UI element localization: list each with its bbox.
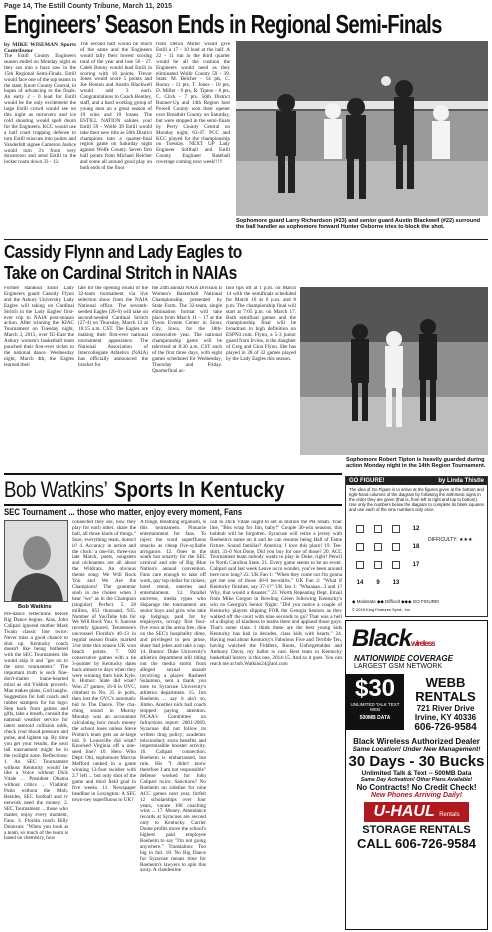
- column-author: Bob Watkins’: [4, 476, 108, 502]
- ad-address-2: Irvine, KY 40336: [414, 713, 477, 722]
- ad-phone-1: 606-726-9584: [414, 722, 477, 733]
- advertisement-webb-rentals: [345, 620, 488, 930]
- column-col1: Pre-dance reflections before Big Dance begins. Alas, John Calipari ignored mother Mark Twain classic line twice: Never miss a good chance to shut up. Kentucky coach doesn't like being bothered with the SEC Tournament. He would skip it and "get on to the next tournament." The important truth is such fine-don't-matter inane-hearted mind as old Yiddish proverb. Man makes plans, God laughs. Suggestion for ball coach and rubber stampers for his logo: Step back from games and gifts, take a breath, consult the national weather service for latest asteroid collision odds, check your blood pressure and pulse, and lighten up. By time you get your results, the next tall tournament might be in the twilight zone. Reflections: 1. An SEC Tournament without Kentucky would be like a Voice without Dick Vitale ... President Obama without critics ... Vladimir Putin without the Mob. Besides, SEC football and tv network need the money. 2. SEC Tournament ... those who matter, enjoy every moment, Fans. 3. Florida coach Billy Donovan: "When you look at a team, so much of the team is based on chemistry, how: [4, 612, 68, 842]
- go-figure-instructions: The idea of Go Figure is to arrive at the figures given at the bottom and right-hand columns of the diagram by following the arithmetic signs in the order they are given (that is, from left to right and top to bottom). Use only the numbers below the diagram to complete its blank squares and use each of the nine numbers only once.: [349, 487, 484, 512]
- photo1-caption: Sophomore guard Larry Richardson (#23) and senior guard Austin Blackwell (#22) surround the ball handler as sophomore forward Hunter Osborne tries to block the shot.: [236, 218, 481, 231]
- story1-byline: by MIKE WISEMAN Sports Contributor: [4, 42, 76, 54]
- ad-brand-sub: wireless: [411, 639, 435, 648]
- story1-text-1: The Estill County Engineers season ended on Monday night as they ran into a buzz saw in the 15th Regional Semi-Finals. Estill would face one of the top teams in the state, Knott County Central, in hopes of advancing to the finals. An early 2 - 0 lead for Estill would be the only excitement the large Estill crowd would see on this night as turnovers and ice cold shooting would spell doom for the Engineers. KCC would use a half court trapping defense to turn Estill miscues into points and Vanderbilt signee Cameron Justice would turn 3's from very downtown and send Estill to the locker room down 33 - 12.: [4, 53, 76, 166]
- grid-cell: [356, 525, 364, 533]
- ad-brand: Black: [352, 625, 412, 652]
- col-total-3: 13: [392, 580, 400, 586]
- headline-flynn-line1: Cassidy Flynn and Lady Eagles to: [4, 241, 242, 262]
- headline-flynn-line2: Take on Cardinal Stritch in NAIAs: [4, 262, 237, 283]
- page-folio: Page 14, The Estill County Tribune, March 11, 2015: [4, 3, 173, 10]
- ad-uhaul-sub: Rentals: [439, 812, 460, 818]
- ad-offer-2: Unlimited Talk & Text -- 500MB Data: [361, 770, 472, 777]
- difficulty-stars: ★★★: [459, 537, 473, 543]
- grid-cell: [392, 525, 400, 533]
- ad-call: CALL 606-726-9584: [357, 836, 476, 851]
- story1-col3: from Deron Miller would give Estill a 17 - 10 lead at the half. A 22 - 11 run in the third quarter would be all the cushion the Engineers would need as they eliminated Wolfe County 59 - 39. Stats: M. Belcher - 14 pts, C. Bonny - 11 pts, T. Jones - 10 pts, D. Miller - 9 pts, R. Tipton - 8 pts, C. Click - 7 pts. 56th District Runner-Up and 14th Region host Powell County won their opener over Breathitt County on Saturday, but were stopped in the semi-finals by Perry County Central on Monday night, 63-47. PCC and KCC played for the championship on Tuesday. NEXT UP Lady Engineer Softball and Estill County Engineer Baseball coverage coming next week!!!!!: [156, 42, 230, 166]
- row-result-3: 17: [412, 562, 420, 568]
- go-figure-author: by Linda Thistle: [438, 478, 484, 484]
- column-col2: connected they are, how they play for each other, share the ball, all those kinds of things." Sure, everything team, doesn't it? 4. Accuracy in action and the clock: a one-hit, three-run late March, poets, songsters and nicknames are all about the Wildcats. An obvious theme song: We Will Rock You and We Are the Champions! The grammar snob in me chokes when I hear "we" as in the Champion (singular) Perfect. 5. 28 million, 851 thousand, 935. Number of YouTube hits for We Will Rock You. 6. Sunrise recently ignored, Tennessee's uncrossed Florida's 46-13 in regular season finale, marked 31st time this season UK won beach points. 7. 920 consecutive games with a tie 3-pointer by Kentucky dates back almost to days when they were winning their kids Kyle. 8. Humor: State did what? Won 27 games, 16-0 in OVC, climbed to No. 25 in polls, then lost the OVC's automatic bid to The Dance. The cha-ching sound in Murray Monday was an accountant calculating how much money the school loses unless Steve Prohm's team gets an at-large bid. 9. Louisville did what? Knocked Virginia off a one-seed line? 10. Hero Who Dept: Old, sophomore Marcus Mefford ranked in a game winning 13-foot swisher with 2.7 left ... but only shot of the game and third field goal in five weeks. 11. Newspaper headline in Lexington: A SEC town-ney superfluous to UK?: [72, 520, 136, 803]
- columnist-portrait: [5, 521, 68, 602]
- story2-col1: Former standout Estill Lady Engineers guard Cassidy Flynn and the Asbury University Lady Eagles will taking on Cardinal Stritch in the Lady Eagles' first-ever trip to NAIA post-season action. After winning the KIAC Tournament on Tuesday night, March 3, 2015, over IU-East the Asbury women's basketball team punched their first-ever ticket to the national dance. Wednesday night, March 4th, the Eagles learned their: [4, 286, 74, 368]
- ad-offer-5: New Phones Arriving Daily!: [370, 792, 463, 799]
- photo2-caption: Sophomore Robert Tipton is heavily guarded during action Monday night in the 14th Region Tournament.: [346, 457, 486, 470]
- go-figure-title: GO FIGURE!: [349, 478, 385, 484]
- ad-offer-1: 30 Days - 30 Bucks: [348, 753, 485, 770]
- ad-uhaul-logo: [364, 802, 469, 822]
- grid-cell: [356, 561, 364, 569]
- ad-price: $30: [354, 675, 396, 702]
- photo-basketball-action: [300, 287, 488, 455]
- story1-col1: [4, 42, 76, 236]
- column-banner: [4, 473, 342, 506]
- ad-dealer-sub: Same Location! Under New Management!: [352, 746, 481, 753]
- columnist-name: Bob Watkins: [18, 604, 52, 610]
- ad-tagline-2: LARGEST GSM NETWORK: [354, 663, 443, 670]
- column-col3: A fringe, breathing organism, is this tournament. Pinnacle entertainment for fans. To inject the word superfluous smacks as cheap five-syllable arrogance. 12. Ones in the south but smartly for the SEC carnival and site of Big Blue Nation's annual convention. Fans care enough to take off work, pay top dollar for tickets, hotel rental, eateries and entertainment. 13. Parallel universe, media types who disparage the tournament are senior boys and girls who take up lodgings paid for by employers, occupy first four-five rows at the arena free, dine on the SEC's hospitality dime, and privileged to pen prose, share bad jokes and take a nap. 14. Rumor: Duke University's athletics department still riding out the media storm from alleged sexual assault involving a player. Rasheed Sulaimon, sent a thank you note to Syracuse University's athletics department. 15. Jim Boeheim ... say it ain't so, Jimbo. Another nick ball coach stopped paying attention. NCAA's Committee on Infractions report: 2001-2009, Syracuse did not follow its written drug policy; academic misconduct; extra benefits and impermissible booster activity. 16. Calipari connection. Boeheim is embarrassed, but rule. His "I didn't know therefore I am not responsible" defense worked for John Calipari twice. Sanctions? No Boeheim on sideline for nine ACC games next year, forfeit 12 scholarships over four years, vacate 108 coaching wins ... 17. Money. Attendance records at Syracuse are second only to Kentucky. Carrier Dome profits move the school's highest paid employee Boeheim to say "I'm not going anywhere." Translation: Too big to fail. 18. No Big Dance for Syracuse means time for Boeheim's lawyers to spin this away. A clandestine: [140, 520, 206, 874]
- story2-col2: fate for the opening round of the 32-team tournament via live selection show from the NAIA National office. The seventh-seeded Eagles (26-6) will take on second-seeded Cardinal Stritch (27-4) on Thursday, March 12 at 10:15 a.m. CST. The Eagles are making their first-ever national tournament appearance. The National Association of Intercollegiate Athletics (NAIA) has officially announced the bracket for: [78, 286, 148, 368]
- grid-cell: [392, 543, 400, 551]
- ad-price-sub: UNLIMITED TALK TEXT WEB: [350, 702, 400, 712]
- photo-tipton: [300, 287, 488, 455]
- go-figure-legend: [352, 599, 439, 605]
- go-figure-header: [346, 477, 487, 485]
- divider: [4, 239, 488, 240]
- grid-cell: [356, 543, 364, 551]
- grid-cell: [374, 525, 382, 533]
- ad-address-1: 721 River Drive: [416, 704, 475, 713]
- column-title: Sports In Kentucky: [113, 476, 284, 502]
- ad-uhaul: U-HAUL: [373, 803, 435, 820]
- row-result-1: 12: [412, 526, 420, 532]
- go-figure-difficulty: [428, 537, 472, 543]
- grid-cell: [392, 561, 400, 569]
- ad-price-panel: [346, 674, 487, 733]
- grid-cell: [374, 561, 382, 569]
- columnist-photo: [4, 520, 68, 602]
- col-total-1: 14: [356, 580, 364, 586]
- grid-cell: [374, 543, 382, 551]
- ad-data: 500MB DATA: [359, 715, 391, 721]
- legend-text-2: ◆◆◆ GO FIGURE!: [401, 599, 440, 604]
- go-figure-grid: [356, 525, 426, 595]
- go-figure-copyright: © 2015 King Features Synd., Inc.: [352, 607, 411, 612]
- ad-dealer: Black Wireless Authorized Dealer: [353, 737, 480, 746]
- difficulty-label: DIFFICULTY:: [428, 537, 458, 543]
- story1-col2: The second half would be much of the same and the Engineers would tally their lowest scoring total of the year and lose 56 - 27. Caleb Bonny would lead Estill in scoring with 16 points, Trevor Jones would score 5 points and Joe Benton and Austin Blackwell would add 3 each. Congratulations to Coach Bentley, staff, and a hard working group of young men on a great season of 19 wins and 10 losses. The ESTILL NATION salutes you! Estill 59 - Wolfe 39 Estill would take their new title as 56th District champions into a quarter-final region game on Saturday night against Wolfe County. Seven first half points from Michael Belcher and some all around good play on both ends of the floor: [80, 42, 152, 172]
- col-total-2: 9: [376, 580, 380, 586]
- ad-tagline-1: NATIONWIDE COVERAGE: [354, 654, 453, 663]
- story2-col3: the 24th annual NAIA Division II Women's Basketball National Championship, presented by State Farm. The 32-team, single elimination format will take place from March 11 – 17 at the Tyson Events Center in Sioux City, Iowa, for the 18th-consecutive year. The national championship game will be televised at 8:30 a.m. CST each of the first three days, with eight games scheduled for Wednesday, Thursday and Friday. Quarterfinal ac-: [152, 286, 222, 374]
- row-result-2: 18: [412, 544, 420, 550]
- ad-price-box: [346, 674, 404, 730]
- headline-engineers: Engineers’ Season Ends in Regional Semi-Finals: [4, 9, 442, 39]
- column-subtitle: SEC Tournament ... those who matter, enjoy every moment, Fans: [4, 507, 243, 517]
- ad-offer-3: Same Day Activation! Other Plans Available!: [360, 777, 473, 783]
- ad-black-wireless-logo: [346, 621, 487, 653]
- photo-engineers-game: [236, 41, 488, 216]
- photo-basketball-players: [236, 41, 488, 216]
- ad-store-info: [404, 674, 487, 733]
- story2-col4: tion tips off at 1 p.m. on March 14 with the semifinals scheduled for March 16 at 6 p.m. and 8 p.m. The championship final will start at 7:05 p.m. on March 17. Both semifinal games and the championship final will be broadcast in high definition on ESPN3.com. Flynn, a 5-3 junior guard from Irvine, is the daughter of Greg and Gina Flynn. She has played in 28 of 32 games played by the Lady Eagles this season.: [226, 286, 296, 362]
- ad-store-name: WEBB RENTALS: [415, 675, 476, 704]
- go-figure-puzzle: [345, 476, 488, 617]
- legend-text-1: ◆ Moderate ◆◆ Difficult: [352, 599, 400, 604]
- ad-storage: STORAGE RENTALS: [362, 824, 471, 836]
- ad-offer-4: No Contracts! No Credit Check!: [356, 783, 477, 792]
- column-col4: call to Dick Vitale ought to set in motion the PR rehab. Your line, "Bits wrap for Jim, baby!" Couple 30-win seasons, this hubbub will be forgotten. Syracuse will retire a jersey with Boeheim's name on it and he can resume being Hall of Fame fixture. Sound familiar? America, I love this place! 19. Tee-shirt, 31-0 Not Done, Did you buy for one of those? 20. ACC Tournament team nobody wants to play in Duke, right? Pencil in North Carolina State. 21. Every game seems to be an event. Calipari said last week Leave us to wonder, you've been around here now long? 22. UK Fan 1: "When they come out I'm gonna get me one of those 40-0 tee-shirts." UK Fan 2: "What if Kentucky finishes, say 37-1?" UK fan 1: "Whaaaaa...3 and 1? Why, that would a disaster." 23. Worth Repeating Dept. Email from Mike Gorgon in Bowling Green following Kentucky's win on Georgia's Senior Night: "Did you notice a couple of Kentucky players slipping FOR the Georgia Seniors as they walked off the court with nine seconds to go? That was a hell of a display of kindness to teams there and applaud those guys. That's some class. I think these are the best young kids Kentucky has had in decades, class kids with hearts." 24. Having read about Kentucky's Fabulous Five and Terrible Ten, having watched the Fiddlers, Runts, Unforgettables and Anthony Davis, my ballot is cast. Best team in Kentucky basketball history is this one, 2014-15. And so it goes. You can reach me at bob.Watkins24@aol.com: [210, 520, 342, 667]
